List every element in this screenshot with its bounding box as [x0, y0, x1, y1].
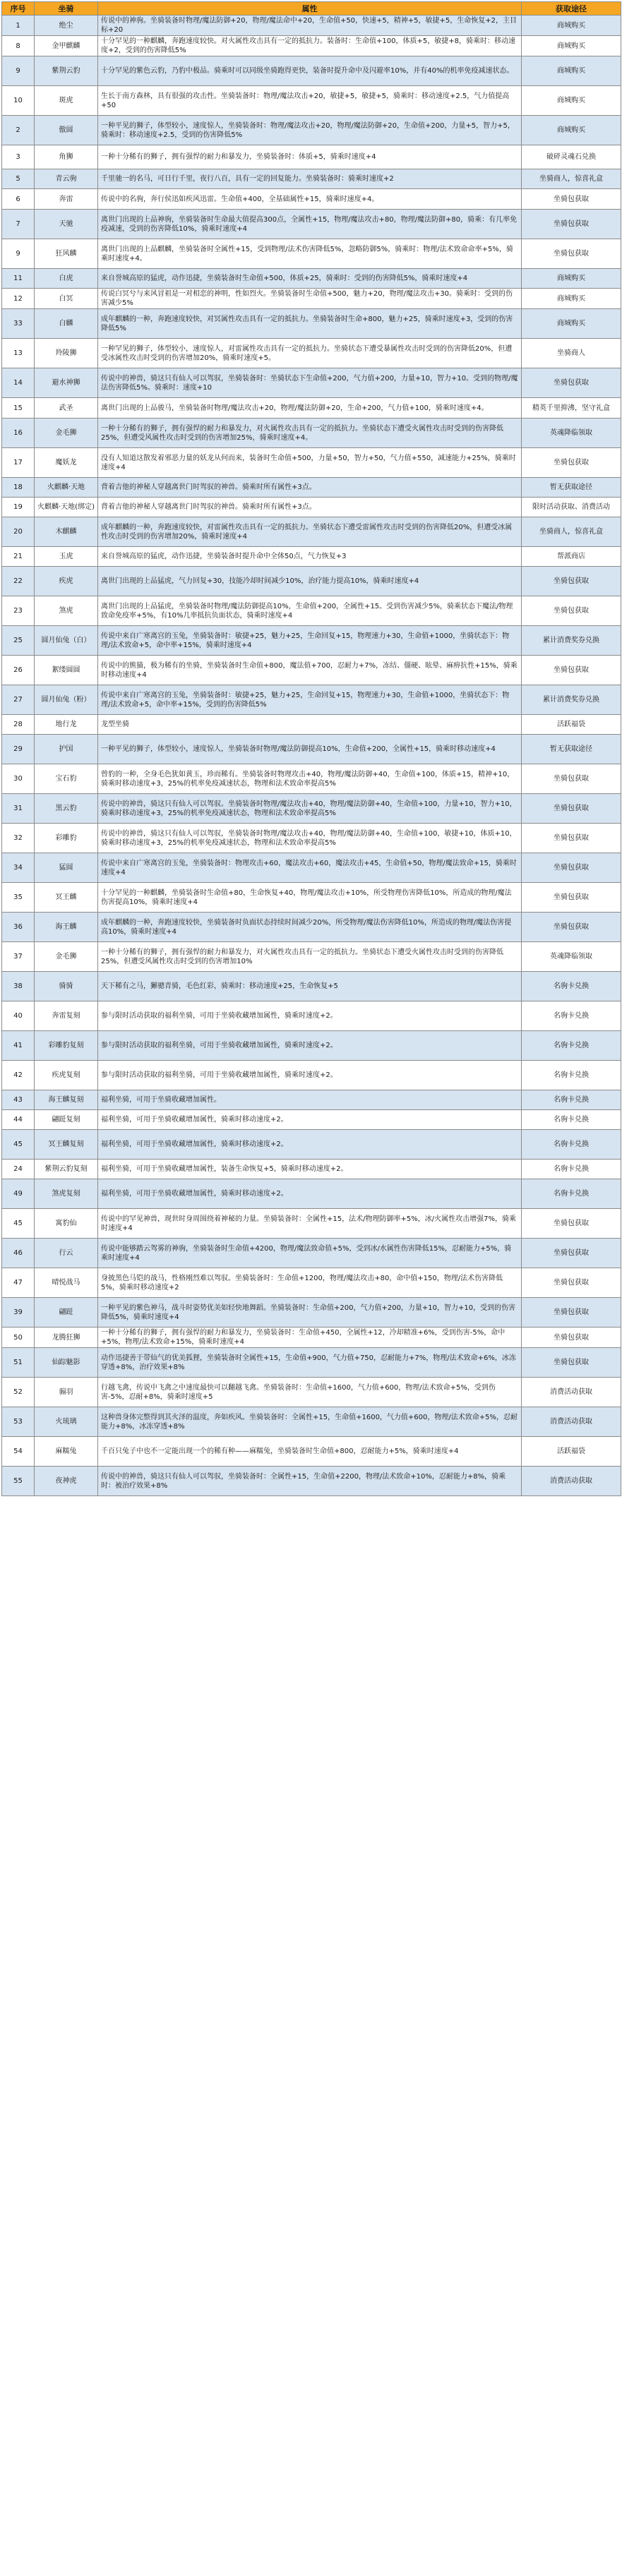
mount-source: 坐骑包获取 — [522, 448, 621, 478]
row-index: 6 — [2, 189, 35, 210]
mount-name: 狂风麟 — [35, 239, 98, 269]
mount-attributes: 十分罕见的一种麒麟，坐骑装备时生命值+80，生命恢复+40，物理/魔法攻击+10%，所受物理伤害降低10%，所造成的物理/魔法伤害提高10%，骑乘时速度+4 — [98, 883, 522, 913]
mount-name: 白冥 — [35, 289, 98, 309]
row-index: 54 — [2, 1437, 35, 1467]
mount-source: 累计消费奖券兑换 — [522, 626, 621, 656]
row-index: 19 — [2, 498, 35, 517]
row-index: 30 — [2, 764, 35, 794]
mount-source: 坐骑包获取 — [522, 189, 621, 210]
mount-source: 商城购买 — [522, 116, 621, 145]
mount-attributes: 离世门出现的上品猛虎，气力回复+30，技能冷却时间减少10%，治疗能力提高10%，骑乘时速度+4 — [98, 567, 522, 596]
row-index: 18 — [2, 478, 35, 498]
row-index: 49 — [2, 1179, 35, 1209]
mount-attributes: 背着吉他的神秘人穿越离世门时驾驭的神兽。骑乘时所有属性+3点。 — [98, 498, 522, 517]
table-row — [2, 853, 621, 883]
mount-attributes: 龙型坐骑 — [98, 715, 522, 735]
mount-source: 名驹卡兑换 — [522, 1110, 621, 1130]
table-row — [2, 626, 621, 656]
mount-attributes: 成年麒麟的一种，奔跑速度较快，坐骑装备时负面状态持续时间减少20%，所受物理/魔法伤害降低10%，所造成的物理/魔法伤害提高10%，骑乘时速度+4 — [98, 913, 522, 942]
mount-name: 彩雕豹复刻 — [35, 1031, 98, 1061]
mount-name: 骟羽 — [35, 1378, 98, 1407]
mount-attributes: 传说中的神兽，骑这只有仙人可以驾驭，坐骑装备时：坐骑状态下生命值+200，气力值+200，力量+10，智力+10。受到的物理/魔法伤害降低5%。骑乘时：速度+10 — [98, 368, 522, 398]
table-row — [2, 1001, 621, 1031]
mount-source: 坐骑包获取 — [522, 1239, 621, 1268]
mount-name: 圆月仙兔（白） — [35, 626, 98, 656]
row-index: 51 — [2, 1348, 35, 1378]
table-row — [2, 735, 621, 764]
row-index: 32 — [2, 824, 35, 853]
mount-source: 坐骑包获取 — [522, 368, 621, 398]
mount-name: 寓豹仙 — [35, 1209, 98, 1239]
mount-name: 火琉璃 — [35, 1407, 98, 1437]
mount-source: 坐骑包获取 — [522, 913, 621, 942]
mount-source: 名驹卡兑换 — [522, 1179, 621, 1209]
mount-attributes: 生长于南方森林，具有很强的攻击性。坐骑装备时：物理/魔法攻击+20，敏捷+5，敏捷+5，骑乘时：移动速度+2.5，气力值提高+50 — [98, 86, 522, 116]
mount-attributes: 传说中的神兽，骑这只有仙人可以驾驭，坐骑装备时：全属性+15，生命值+2200，物理/法术致命+10%，忍耐能力+8%，骑乘时：被治疗效果+8% — [98, 1467, 522, 1496]
table-row — [2, 1110, 621, 1130]
header-row — [2, 2, 621, 16]
mount-source: 坐骑包获取 — [522, 567, 621, 596]
mount-name: 猛圆 — [35, 853, 98, 883]
mount-attributes: 没有人知道这散发着邪恶力量的妖龙从何而来，装备时生命值+500，力量+50，智力+50，气力值+550，减速能力+25%，骑乘时速度+4 — [98, 448, 522, 478]
table-row — [2, 239, 621, 269]
mount-source: 坐骑包获取 — [522, 1348, 621, 1378]
mount-source: 活跃福袋 — [522, 1437, 621, 1467]
mount-attributes: 离世门出现的上品骏马，坐骑装备时物理/魔法攻击+20，物理/魔法防御+20，生命+200，气力值+100，骑乘时速度+4。 — [98, 398, 522, 419]
mount-name: 木麒麟 — [35, 517, 98, 547]
mount-attributes: 十分罕见的紫色云豹，乃豹中极品。骑乘时可以同级坐骑跑得更快，装备时提升命中及闪避率10%，并有40%的机率免疫减速状态。 — [98, 56, 522, 86]
mount-name: 夜神虎 — [35, 1467, 98, 1496]
table-row — [2, 1130, 621, 1160]
mount-attributes: 千里驰一的名马，可日行千里，夜行八百，具有一定的回复能力。坐骑装备时：骑乘时速度+2 — [98, 169, 522, 189]
mount-name: 傲圆 — [35, 116, 98, 145]
mount-name: 彩雕豹 — [35, 824, 98, 853]
mount-name: 圆月仙兔（粉） — [35, 685, 98, 715]
table-row — [2, 1268, 621, 1298]
table-row — [2, 656, 621, 685]
row-index: 55 — [2, 1467, 35, 1496]
mount-attributes: 传说中来自广寒离宫的玉兔，坐骑装备时：敏捷+25，魅力+25，生命回复+15，物理速力+30，生命值+1000，坐骑状态下：物理/法术致命+5，命中率+15%，骑乘时速度+4 — [98, 626, 522, 656]
mount-source: 坐骑包获取 — [522, 210, 621, 239]
mount-name: 冥王麟 — [35, 883, 98, 913]
mount-attributes: 传说中能够踏云驾雾的神驹，坐骑装备时生命值+4200，物理/魔法致命值+5%，受到冰/水属性伤害降低15%，忍耐能力+5%，骑乘时速度+4 — [98, 1239, 522, 1268]
row-index: 14 — [2, 368, 35, 398]
mount-source: 累计消费奖券兑换 — [522, 685, 621, 715]
mount-attributes: 动作迅捷善于带仙气的优美狐狸，坐骑装备时全属性+15，生命值+900，气力值+750，忍耐能力+7%，物理/法术致命+6%，冰冻穿透+8%，治疗效果+8% — [98, 1348, 522, 1378]
mount-attributes: 曾豹的一种，全身毛色犹如黄玉，珍而稀有。坐骑装备时物理攻击+40，物理/魔法防御+40，生命值+100，体质+15，精神+10，骑乘时移动速度+3，25%的机率免疫减速状态，物理和法术致命率提高5% — [98, 764, 522, 794]
row-index: 23 — [2, 596, 35, 626]
table-row — [2, 913, 621, 942]
table-row — [2, 596, 621, 626]
mount-attributes: 一种十分稀有的狮子，拥有强悍的耐力和暴发力，坐骑装备时：体质+5，骑乘时速度+4 — [98, 145, 522, 169]
header-index: 序号 — [2, 2, 35, 16]
mount-attributes: 来自誉城高原的猛虎，动作迅捷，坐骑装备时提升命中全体50点，气力恢复+3 — [98, 547, 522, 567]
mount-attributes: 一种十分稀有的狮子，拥有强悍的耐力和暴发力，坐骑装备时：生命值+450，全属性+12，冷却精准+6%，受到伤害-5%，命中+5%，物理/法术致命+15%，骑乘时速度+4 — [98, 1328, 522, 1348]
mount-name: 紫荆云豹复刻 — [35, 1160, 98, 1179]
row-index: 22 — [2, 567, 35, 596]
row-index: 1 — [2, 16, 35, 36]
table-row — [2, 942, 621, 972]
mount-name: 煞虎 — [35, 596, 98, 626]
header-attributes: 属性 — [98, 2, 522, 16]
mount-source: 坐骑包获取 — [522, 1209, 621, 1239]
mount-attributes: 成年麒麟的一种，奔跑速度较快，对冥属性攻击具有一定的抵抗力。坐骑装备时生命+800，魅力+25，骑乘时速度+3，受到的伤害降低5% — [98, 309, 522, 339]
table-row — [2, 1090, 621, 1110]
mount-source: 商城购买 — [522, 36, 621, 56]
mount-source: 商城购买 — [522, 269, 621, 289]
mount-name: 海王麟复刻 — [35, 1090, 98, 1110]
row-index: 44 — [2, 1110, 35, 1130]
mount-name: 魔妖龙 — [35, 448, 98, 478]
mount-attributes: 福利坐骑，可用于坐骑收藏增加属性，骑乘时移动速度+2。 — [98, 1130, 522, 1160]
row-index: 10 — [2, 86, 35, 116]
mount-attributes: 一种平见的狮子，体型较小，速度惊人，坐骑装备时物理/魔法防御提高10%，生命值+200，全属性+15，骑乘时移动速度+4 — [98, 735, 522, 764]
mount-name: 麻糯兔 — [35, 1437, 98, 1467]
mount-source: 商城购买 — [522, 86, 621, 116]
table-row — [2, 1209, 621, 1239]
table-row — [2, 1348, 621, 1378]
row-index: 53 — [2, 1407, 35, 1437]
mount-attributes: 离世门出现的上品麒麟，坐骑装备时全属性+15，受到物理/法术伤害降低5%，忽略防御5%，骑乘时：物理/法术致命命率+5%，骑乘时速度+4。 — [98, 239, 522, 269]
mount-source: 暂无获取途径 — [522, 735, 621, 764]
mount-attributes: 离世门出现的上品神驹，坐骑装备时生命最大值提高300点，全属性+15，物理/魔法攻击+80，物理/魔法防御+80，骑乘：有几率免疫减速，受到的伤害降低10%，骑乘时速度+4 — [98, 210, 522, 239]
mount-name: 金毛狮 — [35, 419, 98, 448]
table-row — [2, 824, 621, 853]
mount-name: 天驰 — [35, 210, 98, 239]
mount-attributes: 福利坐骑，可用于坐骑收藏增加属性，骑乘时移动速度+2。 — [98, 1110, 522, 1130]
row-index: 47 — [2, 1268, 35, 1298]
table-row — [2, 547, 621, 567]
mount-source: 坐骑包获取 — [522, 853, 621, 883]
row-index: 36 — [2, 913, 35, 942]
header-source: 获取途径 — [522, 2, 621, 16]
table-row — [2, 1031, 621, 1061]
mount-attributes: 传说中的名驹，奔行侯迅如疾风迅雷。生命值+400，全基础属性+15，骑乘时速度+4。 — [98, 189, 522, 210]
row-index: 42 — [2, 1061, 35, 1090]
mount-attributes: 传说中的神兽，骑这只有仙人可以驾驭，坐骑装备时物理/魔法攻击+40，物理/魔法防御+40，生命值+100，敏捷+10，体质+10，骑乘时移动速度+3，25%的机率免疫减速状态，物理和法术致命率提高5% — [98, 824, 522, 853]
mount-source: 坐骑包获取 — [522, 1328, 621, 1348]
mount-name: 白虎 — [35, 269, 98, 289]
mount-source: 坐骑包获取 — [522, 656, 621, 685]
mount-attributes: 一种平见的狮子，体型较小，速度惊人，坐骑装备时：物理/魔法攻击+20，物理/魔法防御+20，生命值+200，力量+5，智力+5，骑乘时：移动速度+2.5，受到的伤害降低5% — [98, 116, 522, 145]
row-index: 33 — [2, 309, 35, 339]
table-row — [2, 1239, 621, 1268]
mount-source: 坐骑包获取 — [522, 239, 621, 269]
table-row — [2, 1328, 621, 1348]
mount-source: 坐骑包获取 — [522, 824, 621, 853]
mount-name: 青云驹 — [35, 169, 98, 189]
mount-attributes: 参与限时活动获取的福利坐骑，可用于坐骑收藏增加属性，骑乘时速度+2。 — [98, 1061, 522, 1090]
row-index: 12 — [2, 289, 35, 309]
table-row — [2, 685, 621, 715]
mount-attributes: 传说中来自广寒离宫的玉兔，坐骑装备时：物理攻击+60，魔法攻击+60，魔法攻击+45，生命值+50，物理/魔法致命+15，骑乘时速度+4 — [98, 853, 522, 883]
table-header — [2, 2, 621, 16]
mount-attributes: 来自誉城高原的猛虎，动作迅捷，坐骑装备时生命值+500，体质+25，骑乘时：受到的伤害降低5%，骑乘时速度+4 — [98, 269, 522, 289]
table-row — [2, 1467, 621, 1496]
mount-source: 坐骑包获取 — [522, 1298, 621, 1328]
mount-name: 角狮 — [35, 145, 98, 169]
mount-source: 坐骑包获取 — [522, 764, 621, 794]
mount-name: 絮缕圆圆 — [35, 656, 98, 685]
mount-attributes: 福利坐骑，可用于坐骑收藏增加属性，装备生命恢复+5，骑乘时移动速度+2。 — [98, 1160, 522, 1179]
mount-source: 英魂降临领取 — [522, 942, 621, 972]
table-row — [2, 1378, 621, 1407]
mount-name: 奔雷 — [35, 189, 98, 210]
mount-source: 名驹卡兑换 — [522, 1160, 621, 1179]
row-index: 11 — [2, 269, 35, 289]
table-row — [2, 715, 621, 735]
mount-attributes: 身披黑色马铠的战马，性格刚烈难以驾驭。坐骑装备时：生命值+1200，物理/魔法攻击+80，命中值+150，物理/法术伤害降低5%，骑乘时移动速度+2 — [98, 1268, 522, 1298]
row-index: 16 — [2, 419, 35, 448]
mount-source: 帮派商店 — [522, 547, 621, 567]
mount-source: 坐骑商人 — [522, 339, 621, 368]
mount-attributes: 离世门出现的上品猛虎，坐骑装备时物理/魔法防御提高10%，生命值+200，全属性+15。受到伤害减少5%，骑乘状态下魔法/物理致命免疫率+5%，有10%几率抵抗负面状态，骑乘时速度+4 — [98, 596, 522, 626]
mount-attributes: 传说白冥兮与来风冒祖是一对相恋的神明，性如烈火。坐骑装备时生命值+500，魅力+20，物理/魔法攻击+30。骑乘时：受到的伤害减少5% — [98, 289, 522, 309]
row-index: 52 — [2, 1378, 35, 1407]
row-index: 24 — [2, 1160, 35, 1179]
row-index: 50 — [2, 1328, 35, 1348]
mount-attributes: 十分罕见的一种麒麟，奔跑速度较快。对火属性攻击具有一定的抵抗力。装备时：生命值+100，体质+5，敏捷+8，骑乘时：移动速度+2，受到的伤害降低5% — [98, 36, 522, 56]
mount-name: 护国 — [35, 735, 98, 764]
mount-source: 破碎灵魂石兑换 — [522, 145, 621, 169]
row-index: 25 — [2, 626, 35, 656]
mount-source: 名驹卡兑换 — [522, 972, 621, 1001]
table-row — [2, 210, 621, 239]
mount-name: 羚陵狮 — [35, 339, 98, 368]
mount-source: 商城购买 — [522, 16, 621, 36]
row-index: 21 — [2, 547, 35, 567]
mount-name: 火麒麟·天地 — [35, 478, 98, 498]
row-index: 17 — [2, 448, 35, 478]
table-row — [2, 419, 621, 448]
table-row — [2, 794, 621, 824]
table-row — [2, 1061, 621, 1090]
mount-source: 坐骑商人，惊喜礼盒 — [522, 517, 621, 547]
row-index: 35 — [2, 883, 35, 913]
mount-attributes: 这种兽身体完整得到其火泽的温度，奔如疾风。坐骑装备时：全属性+15，生命值+1600，气力值+600，物理/法术致命+5%，忍耐能力+8%，冰冻穿透+8% — [98, 1407, 522, 1437]
table-row — [2, 309, 621, 339]
mount-table — [1, 1, 621, 1496]
mount-name: 煞虎复刻 — [35, 1179, 98, 1209]
table-row — [2, 398, 621, 419]
row-index: 38 — [2, 972, 35, 1001]
row-index: 31 — [2, 794, 35, 824]
table-row — [2, 1407, 621, 1437]
row-index: 20 — [2, 517, 35, 547]
row-index: 45 — [2, 1209, 35, 1239]
table-row — [2, 169, 621, 189]
table-row — [2, 16, 621, 36]
mount-name: 避水神狮 — [35, 368, 98, 398]
mount-name: 玉虎 — [35, 547, 98, 567]
mount-attributes: 一种十分稀有的狮子，拥有强悍的耐力和暴发力，对火属性攻击具有一定的抵抗力。坐骑状态下遭受火属性攻击时受到的伤害降低25%，但遭受风属性攻击时受到的伤害增加10% — [98, 942, 522, 972]
mount-name: 宝石豹 — [35, 764, 98, 794]
mount-attributes: 成年麒麟的一种，奔跑速度较快，对雷属性攻击具有一定的抵抗力。坐骑状态下遭受雷属性攻击时受到的伤害降低20%，但遭受冰属性攻击时受到的伤害增加20%，骑乘时速度+4 — [98, 517, 522, 547]
mount-attributes: 行越飞禽，传说中飞禽之中速度最快可以翻越飞禽。坐骑装备时：生命值+1600，气力值+600，物理/法术致命+5%，受到伤害-5%，忍耐+8%，骑乘时速度+5 — [98, 1378, 522, 1407]
mount-source: 消费活动获取 — [522, 1467, 621, 1496]
mount-source: 限时活动获取、消费活动 — [522, 498, 621, 517]
row-index: 39 — [2, 1298, 35, 1328]
header-mount: 坐骑 — [35, 2, 98, 16]
mount-source: 名驹卡兑换 — [522, 1001, 621, 1031]
table-row — [2, 517, 621, 547]
table-row — [2, 145, 621, 169]
table-row — [2, 269, 621, 289]
mount-attributes: 天下稀有之马，獬骢青骑，毛色红彩，骑乘时：移动速度+25，生命恢复+5 — [98, 972, 522, 1001]
row-index: 40 — [2, 1001, 35, 1031]
row-index: 28 — [2, 715, 35, 735]
mount-attributes: 传说中来自广寒离宫的玉兔，坐骑装备时：敏捷+25，魅力+25，生命回复+15，物理速力+30，生命值+1000，坐骑状态下：物理/法术致命+5，命中率+15%，受到的伤害降低5% — [98, 685, 522, 715]
mount-name: 龙腾狂狮 — [35, 1328, 98, 1348]
table-row — [2, 189, 621, 210]
row-index: 41 — [2, 1031, 35, 1061]
mount-source: 坐骑包获取 — [522, 794, 621, 824]
row-index: 7 — [2, 210, 35, 239]
mount-attributes: 传说中的神驹。坐骑装备时物理/魔法防御+20，物理/魔法命中+20，生命值+50，快速+5，精神+5，敏捷+5，生命恢复+2，主目标+20 — [98, 16, 522, 36]
mount-attributes: 一种罕见的狮子，体型较小，速度惊人，对雷属性攻击具有一定的抵抗力。坐骑状态下遭受暴属性攻击时受到的伤害降低20%，但遭受冰属性攻击时受到的伤害增加20%，骑乘时速度+5。 — [98, 339, 522, 368]
row-index: 9 — [2, 239, 35, 269]
mount-attributes: 参与限时活动获取的福利坐骑，可用于坐骑收藏增加属性，骑乘时速度+2。 — [98, 1031, 522, 1061]
mount-source: 坐骑商人，惊喜礼盒 — [522, 169, 621, 189]
mount-name: 翩跹复刻 — [35, 1110, 98, 1130]
mount-source: 坐骑包获取 — [522, 1268, 621, 1298]
row-index: 2 — [2, 116, 35, 145]
row-index: 26 — [2, 656, 35, 685]
row-index: 34 — [2, 853, 35, 883]
row-index: 46 — [2, 1239, 35, 1268]
mount-name: 骑骑 — [35, 972, 98, 1001]
row-index: 5 — [2, 169, 35, 189]
row-index: 15 — [2, 398, 35, 419]
mount-attributes: 传说中的熊猫，极为稀有的坐骑，坐骑装备时生命值+800，魔法值+700，忍耐力+7%，冻结、僵硬、眩晕、麻痹抗性+15%，骑乘时移动速度+4 — [98, 656, 522, 685]
table-body — [2, 16, 621, 1496]
table-row — [2, 448, 621, 478]
mount-name: 冥王麟复刻 — [35, 1130, 98, 1160]
mount-name: 行云 — [35, 1239, 98, 1268]
mount-source: 名驹卡兑换 — [522, 1031, 621, 1061]
mount-attributes: 参与限时活动获取的福利坐骑，可用于坐骑收藏增加属性，骑乘时速度+2。 — [98, 1001, 522, 1031]
mount-name: 晴悦战马 — [35, 1268, 98, 1298]
mount-name: 地行龙 — [35, 715, 98, 735]
mount-source: 名驹卡兑换 — [522, 1061, 621, 1090]
mount-attributes: 千百只兔子中也不一定能出现一个的稀有种——麻糯兔，坐骑装备时生命值+800，忍耐能力+5%，骑乘时速度+4 — [98, 1437, 522, 1467]
mount-name: 翩跹 — [35, 1298, 98, 1328]
table-row — [2, 567, 621, 596]
row-index: 9 — [2, 56, 35, 86]
table-row — [2, 339, 621, 368]
table-row — [2, 883, 621, 913]
mount-name: 黑云豹 — [35, 794, 98, 824]
table-row — [2, 1160, 621, 1179]
table-row — [2, 478, 621, 498]
mount-name: 绝尘 — [35, 16, 98, 36]
table-row — [2, 1179, 621, 1209]
mount-name: 火麒麟·天地(绑定) — [35, 498, 98, 517]
row-index: 29 — [2, 735, 35, 764]
row-index: 13 — [2, 339, 35, 368]
mount-source: 名驹卡兑换 — [522, 1130, 621, 1160]
mount-attributes: 传说中的神兽，骑这只有仙人可以驾驭。坐骑装备时物理/魔法攻击+40，物理/魔法防御+40，生命值+100，力量+10，智力+10，骑乘时移动速度+3，25%的机率免疫减速状态，物理和法术致命率提高5% — [98, 794, 522, 824]
row-index: 45 — [2, 1130, 35, 1160]
row-index: 3 — [2, 145, 35, 169]
table-row — [2, 116, 621, 145]
mount-source: 活跃福袋 — [522, 715, 621, 735]
mount-attributes: 传说中的罕见神兽，现世时身周围绕着神秘的力量。坐骑装备时：全属性+15，法术/物理防御率+5%，冰/火属性攻击增强7%，骑乘时速度+4 — [98, 1209, 522, 1239]
mount-name: 疾虎复刻 — [35, 1061, 98, 1090]
mount-attributes: 一种十分稀有的狮子，拥有强悍的耐力和暴发力，对火属性攻击具有一定的抵抗力。坐骑状态下遭受火属性攻击时受到的伤害降低25%，但遭受风属性攻击时受到的伤害增加25%，骑乘时速度+4。 — [98, 419, 522, 448]
mount-name: 仙踪魅影 — [35, 1348, 98, 1378]
mount-source: 商城购买 — [522, 56, 621, 86]
mount-name: 白麟 — [35, 309, 98, 339]
mount-source: 坐骑包获取 — [522, 596, 621, 626]
table-row — [2, 368, 621, 398]
mount-attributes: 福利坐骑，可用于坐骑收藏增加属性，骑乘时移动速度+2。 — [98, 1179, 522, 1209]
table-row — [2, 36, 621, 56]
table-row — [2, 1298, 621, 1328]
mount-name: 金甲麒麟 — [35, 36, 98, 56]
row-index: 43 — [2, 1090, 35, 1110]
mount-name: 武圣 — [35, 398, 98, 419]
mount-source: 精英千里抑沸，坚守礼盒 — [522, 398, 621, 419]
table-row — [2, 498, 621, 517]
mount-source: 名驹卡兑换 — [522, 1090, 621, 1110]
mount-source: 商城购买 — [522, 309, 621, 339]
mount-source: 消费活动获取 — [522, 1378, 621, 1407]
row-index: 27 — [2, 685, 35, 715]
table-row — [2, 972, 621, 1001]
row-index: 37 — [2, 942, 35, 972]
mount-name: 疾虎 — [35, 567, 98, 596]
mount-attributes: 背着吉他的神秘人穿越离世门时驾驭的神兽。骑乘时所有属性+3点。 — [98, 478, 522, 498]
table-row — [2, 86, 621, 116]
mount-attributes: 福利坐骑，可用于坐骑收藏增加属性。 — [98, 1090, 522, 1110]
mount-name: 紫荆云豹 — [35, 56, 98, 86]
table-row — [2, 289, 621, 309]
mount-source: 商城购买 — [522, 289, 621, 309]
table-row — [2, 764, 621, 794]
mount-attributes: 一种平见的紫色神马，战斗时姿势优美如轻快地舞蹈。坐骑装备时：生命值+200，气力值+200，力量+10，智力+10，受到的伤害降低5%，骑乘时速度+4 — [98, 1298, 522, 1328]
mount-name: 奔雷复刻 — [35, 1001, 98, 1031]
row-index: 8 — [2, 36, 35, 56]
mount-source: 坐骑包获取 — [522, 883, 621, 913]
mount-source: 英魂降临领取 — [522, 419, 621, 448]
mount-source: 暂无获取途径 — [522, 478, 621, 498]
mount-name: 海王麟 — [35, 913, 98, 942]
mount-name: 斑虎 — [35, 86, 98, 116]
table-row — [2, 56, 621, 86]
table-row — [2, 1437, 621, 1467]
mount-source: 消费活动获取 — [522, 1407, 621, 1437]
mount-name: 金毛狮 — [35, 942, 98, 972]
